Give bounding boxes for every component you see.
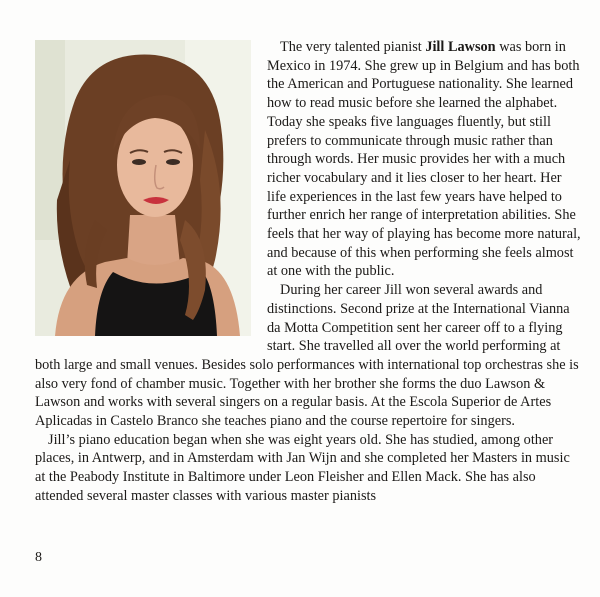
pianist-name: Jill Lawson [425,39,496,55]
bio-paragraph-1-body: was born in Mexico in 1974. She grew up in Belgium and has both the American and Portuguese nationality. She learned how to read music before she learned the alphabet. Today she speaks five languages fluently, but still prefers to communicate through music rather than through words. Her music provides her with a much richer vocabulary and it lies closer to her heart. Her life experiences in the last few years have helped to further enrich her range of interpretation abilities. She feels that her way of playing has become more natural, and because of this when performing she feels almost at one with the public. [267,39,581,280]
bio-paragraph-1-lead: The very talented pianist [280,39,426,55]
photo-text-wrap-spacer [35,38,267,341]
bio-paragraph-2: During her career Jill won several awards and distinctions. Second prize at the International Vianna da Motta Competition sent her career off to a flying start. She travelled all over the world performing at both large and small venues. Besides solo performances with international top orchestras she is also very fond of chamber music. Together with her brother she forms the duo Lawson & Lawson and works with several singers on a regular basis. At the Escola Superior de Artes Aplicadas in Castelo Branco she teaches piano and the course repertoire for singers. [35,282,579,430]
biography-text [35,38,583,506]
page-number: 8 [35,550,42,565]
bio-paragraph-3: Jill’s piano education began when she was eight years old. She has studied, among other places, in Antwerp, and in Amsterdam with Jan Wijn and she completed her Masters in music at the Peabody Institute in Baltimore under Leon Fleisher and Ellen Mack. She has also attended several master classes with various master pianists [35,431,570,504]
